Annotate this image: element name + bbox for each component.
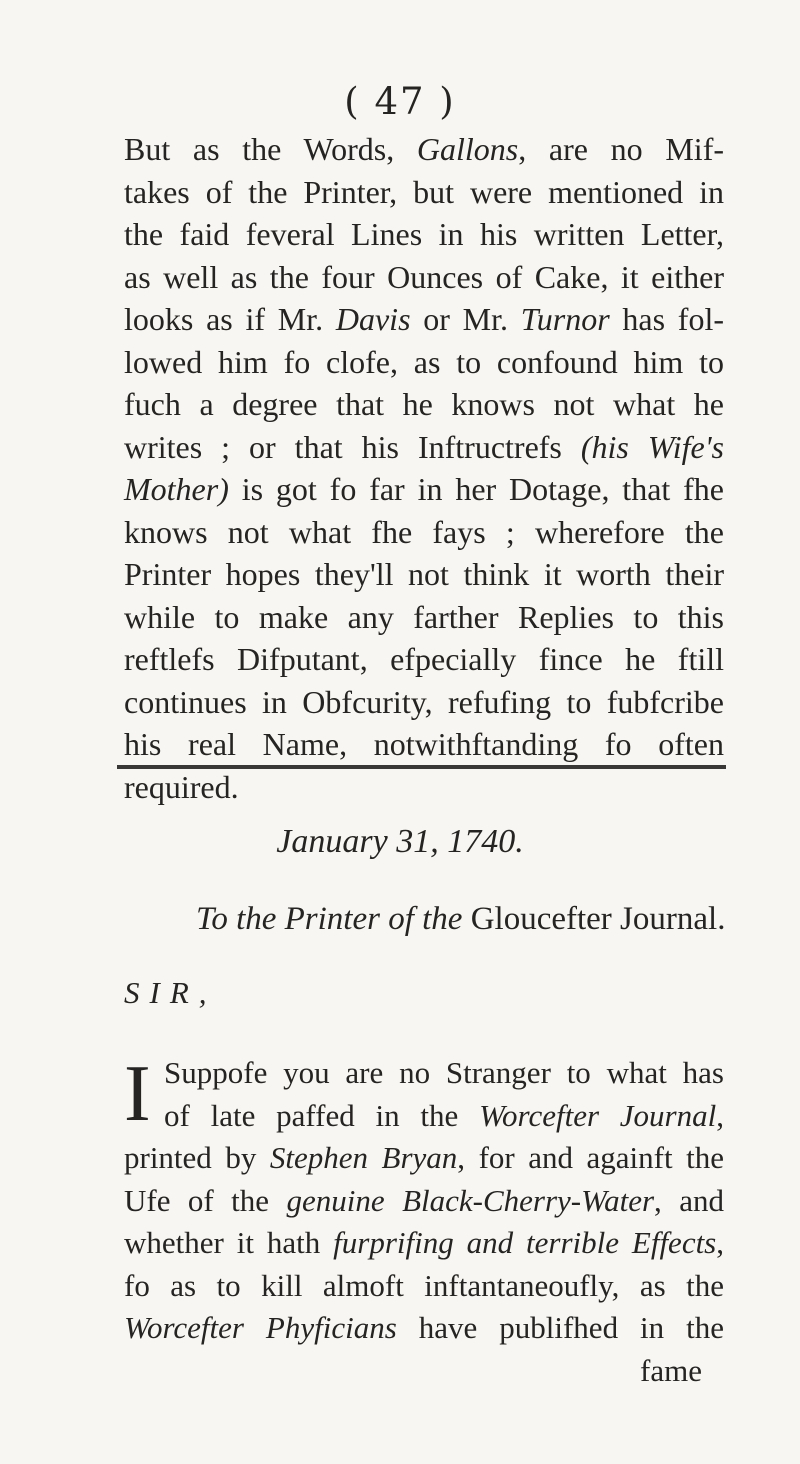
text-line: fuch a degree that he knows not what he	[124, 386, 724, 422]
address-prefix: To the Printer of the	[196, 901, 463, 937]
text-line: reftlefs Difputant, efpecially fince he ftill	[124, 641, 724, 677]
text-line: required.	[124, 768, 239, 805]
text-line: the faid feveral Lines in his written Letter,	[124, 216, 724, 252]
paragraph-letter	[124, 1052, 724, 1392]
text-line: Mother) is got fo far in her Dotage, that fhe	[124, 471, 724, 507]
letter-address	[196, 901, 725, 938]
drop-cap: I	[124, 1050, 151, 1138]
text-line: Printer hopes they'll not think it worth their	[124, 556, 724, 592]
text-line: Suppofe you are no Stranger to what has	[164, 1055, 724, 1090]
letter-date: January 31, 1740.	[276, 823, 524, 860]
text-line: Worcefter Phyficians have publifhed in the	[124, 1310, 724, 1345]
text-line: of late paffed in the Worcefter Journal,	[164, 1097, 724, 1133]
text-line: looks as if Mr. Davis or Mr. Turnor has fol-	[124, 301, 725, 337]
text-line: writes ; or that his Inftructrefs (his Wife's	[124, 428, 725, 465]
text-line: his real Name, notwithftanding fo often	[124, 726, 724, 762]
text-line: lowed him fo clofe, as to confound him to	[124, 343, 724, 380]
text-line: knows not what fhe fays ; wherefore the	[124, 513, 724, 550]
text-line: takes of the Printer, but were mentioned in	[124, 173, 724, 210]
text-line: as well as the four Ounces of Cake, it either	[124, 258, 724, 295]
text-line: while to make any farther Replies to this	[124, 598, 724, 635]
text-line: whether it hath furprifing and terrible Effects,	[124, 1225, 724, 1260]
section-divider	[117, 765, 726, 769]
text-line: continues in Obfcurity, refufing to fubfcribe	[124, 683, 724, 720]
text-line: But as the Words, Gallons, are no Mif-	[124, 131, 725, 167]
catchword: fame	[640, 1352, 702, 1388]
text-line: fo as to kill almoft inftantaneoufly, as the	[124, 1267, 724, 1303]
address-name: Gloucefter Journal.	[470, 901, 726, 937]
text-line: Ufe of the genuine Black-Cherry-Water, and	[124, 1182, 724, 1218]
paragraph-reply	[124, 128, 724, 808]
text-line: printed by Stephen Bryan, for and againft the	[124, 1140, 724, 1175]
page-number: ( 47 )	[344, 80, 456, 123]
salutation: SIR,	[124, 975, 217, 1010]
